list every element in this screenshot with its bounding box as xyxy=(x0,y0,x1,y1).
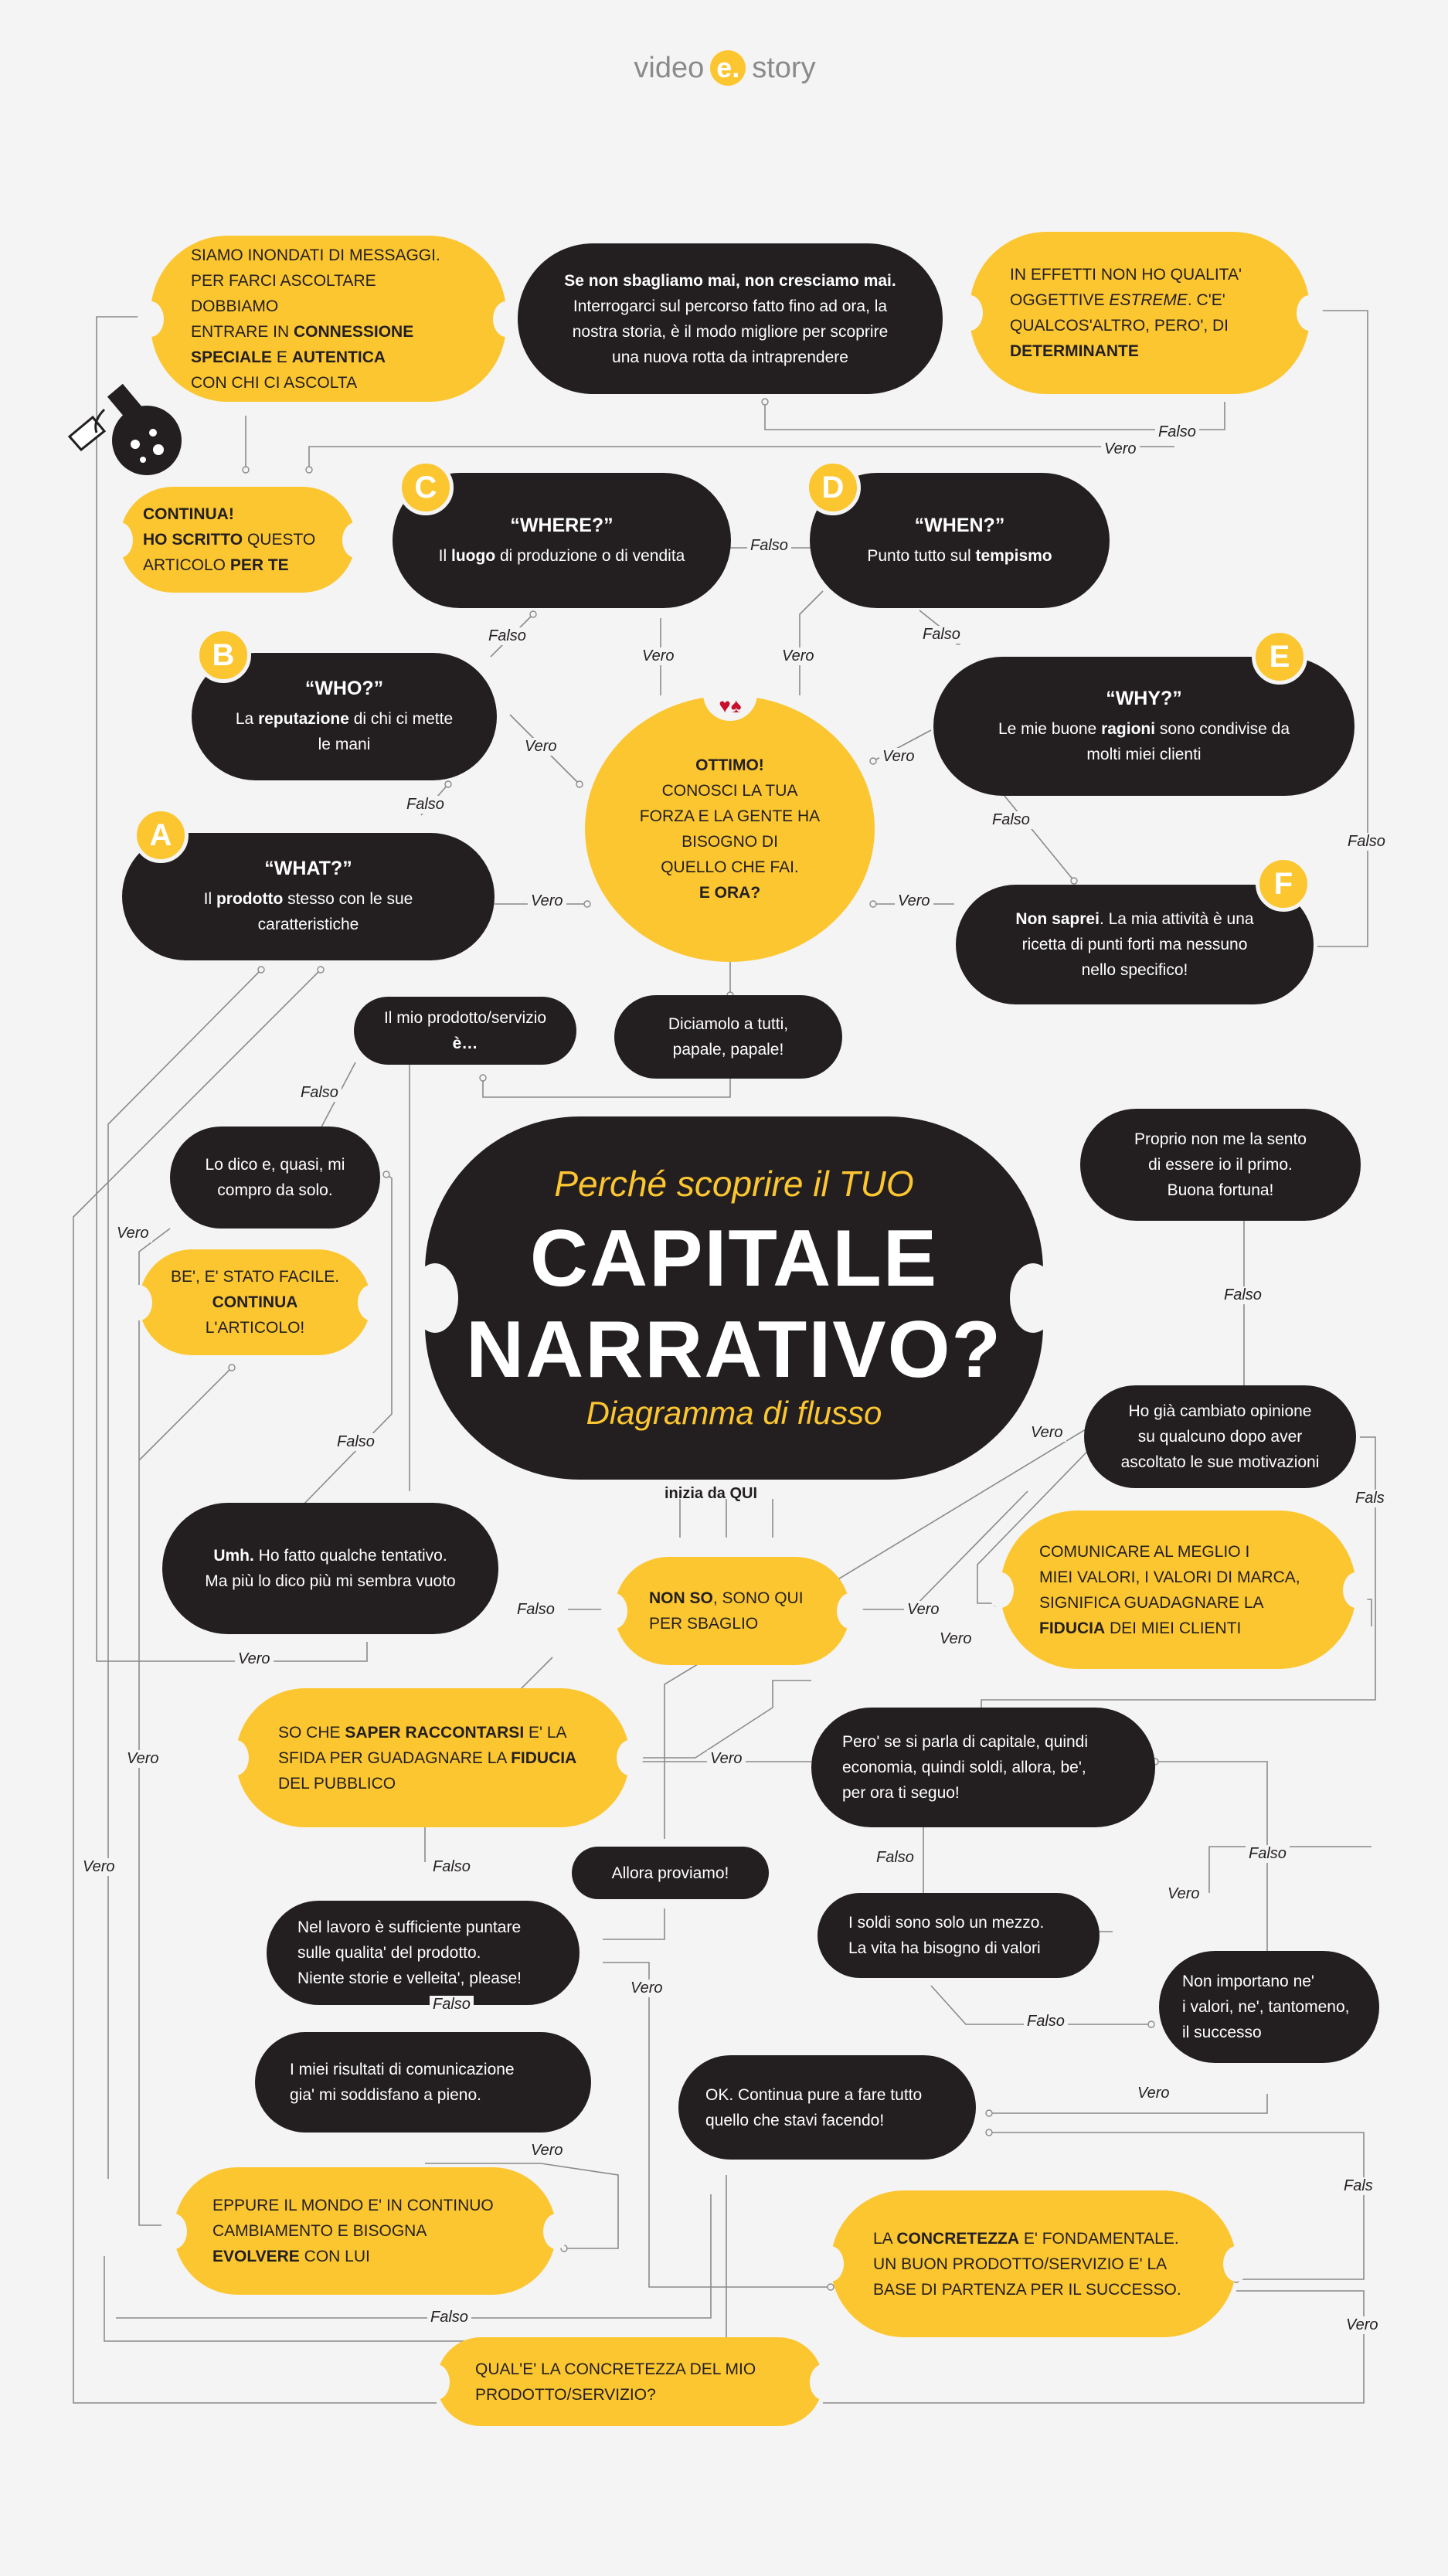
edge-label-falso: Falso xyxy=(1221,1286,1265,1304)
connector xyxy=(989,2094,1267,2113)
node-non-saprei: Non saprei. La mia attività è una ricetta di punti forti ma nessuno nello specifico! xyxy=(956,885,1314,1004)
badge-c: C xyxy=(398,460,454,515)
connector xyxy=(1004,796,1074,881)
connector xyxy=(1209,1847,1372,1893)
edge-label-fals: Fals xyxy=(1341,2177,1376,2195)
edge-label-falso: Falso xyxy=(747,537,791,555)
connector-dot xyxy=(584,901,590,907)
start-label: inizia da QUI xyxy=(665,1485,758,1502)
node-lo-dico: Lo dico e, quasi, mi compro da solo. xyxy=(170,1127,380,1229)
edge-label-vero: Vero xyxy=(936,1630,975,1648)
connector-dot xyxy=(258,967,264,973)
node-siamo-inondati: SIAMO INONDATI DI MESSAGGI. PER FARCI ASCOLTARE DOBBIAMO ENTRARE IN CONNESSIONE SPECIALE E AUTENTICA CON CHI CI ASCOLTA xyxy=(151,236,506,402)
node-eppure-il-mondo: EPPURE IL MONDO E' IN CONTINUO CAMBIAMENTO E BISOGNA EVOLVERE CON LUI xyxy=(174,2167,556,2295)
connector-dot xyxy=(383,1171,389,1178)
edge-label-vero: Vero xyxy=(707,1750,746,1768)
edge-label-vero: Vero xyxy=(235,1650,274,1668)
node-ottimo: OTTIMO! CONOSCI LA TUA FORZA E LA GENTE HA BISOGNO DI QUELLO CHE FAI. E ORA? xyxy=(585,695,875,962)
connector-dot xyxy=(576,781,583,787)
connector xyxy=(800,591,823,695)
node-so-che-saper: SO CHE SAPER RACCONTARSI E' LA SFIDA PER GUADAGNARE LA FIDUCIA DEL PUBBLICO xyxy=(236,1688,630,1827)
edge-label-fals: Fals xyxy=(1352,1490,1388,1507)
edge-label-falso: Falso xyxy=(430,1858,474,1876)
node-where: “WHERE?” Il luogo di produzione o di vendita xyxy=(393,473,731,608)
title-subtitle: Perché scoprire il TUO xyxy=(554,1164,914,1204)
node-why: “WHY?” Le mie buone ragioni sono condivise da molti miei clienti xyxy=(933,657,1355,796)
badge-a: A xyxy=(133,807,189,863)
node-allora-proviamo: Allora proviamo! xyxy=(572,1847,769,1899)
connector-dot xyxy=(986,2110,992,2116)
node-e-stato-facile: BE', E' STATO FACILE. CONTINUA L'ARTICOLO! xyxy=(139,1249,371,1355)
flask-icon xyxy=(62,363,193,479)
connector xyxy=(139,1368,232,1460)
edge-label-falso: Falso xyxy=(403,796,447,814)
edge-label-vero: Vero xyxy=(1164,1885,1203,1903)
badge-e: E xyxy=(1252,629,1307,685)
connector-dot xyxy=(1071,878,1077,884)
edge-label-vero: Vero xyxy=(904,1601,943,1619)
node-ok-continua: OK. Continua pure a fare tutto quello che stavi facendo! xyxy=(678,2055,976,2160)
edge-label-falso: Falso xyxy=(430,1996,474,2014)
edge-label-vero: Vero xyxy=(639,647,678,665)
node-in-effetti: IN EFFETTI NON HO QUALITA' OGGETTIVE ESTREME. C'E' QUALCOS'ALTRO, PERO', DI DETERMINANTE xyxy=(970,232,1310,394)
node-concretezza: LA CONCRETEZZA E' FONDAMENTALE. UN BUON PRODOTTO/SERVIZIO E' LA BASE DI PARTENZA PER IL SUCCESSO. xyxy=(831,2190,1236,2337)
connector-dot xyxy=(828,2284,834,2290)
edge-label-vero: Vero xyxy=(80,1858,118,1876)
node-miei-risultati: I miei risultati di comunicazione gia' mi soddisfano a pieno. xyxy=(255,2032,591,2133)
edge-label-falso: Falso xyxy=(1246,1845,1290,1863)
node-pero-capitale: Pero' se si parla di capitale, quindi economia, quindi soldi, allora, be', per ora ti seguo! xyxy=(811,1708,1155,1827)
logo-video: video xyxy=(634,51,705,84)
edge-label-vero: Vero xyxy=(522,738,560,756)
edge-label-falso: Falso xyxy=(873,1849,917,1867)
node-non-so[interactable]: NON SO, SONO QUI PER SBAGLIO xyxy=(614,1557,850,1665)
edge-label-falso: Falso xyxy=(1024,2013,1068,2031)
edge-label-vero: Vero xyxy=(895,892,933,910)
page-title: CAPITALE NARRATIVO? xyxy=(465,1214,1003,1395)
edge-label-falso: Falso xyxy=(427,2309,471,2326)
node-non-importano: Non importano ne' i valori, ne', tantomeno, il successo xyxy=(1159,1951,1379,2063)
edge-label-falso: Falso xyxy=(514,1601,558,1619)
edge-label-vero: Vero xyxy=(879,748,918,766)
edge-label-vero: Vero xyxy=(528,2142,566,2160)
node-continua-ho-scritto: CONTINUA! HO SCRITTO QUESTO ARTICOLO PER TE xyxy=(120,487,355,593)
edge-label-falso: Falso xyxy=(485,627,529,645)
node-se-non-sbagliamo: Se non sbagliamo mai, non cresciamo mai. Interrogarci sul percorso fatto fino ad ora, la nostra storia, è il modo migliore per scoprire una nuova rotta da intraprendere xyxy=(518,243,943,394)
connector xyxy=(1314,311,1368,946)
edge-label-falso: Falso xyxy=(1155,423,1199,441)
title-caption: Diagramma di flusso xyxy=(586,1395,882,1431)
logo-story: story xyxy=(752,51,816,84)
edge-label-vero: Vero xyxy=(1343,2316,1382,2334)
node-proprio-non: Proprio non me la sento di essere io il primo. Buona fortuna! xyxy=(1080,1109,1361,1221)
connector xyxy=(630,1681,811,1758)
edge-label-vero: Vero xyxy=(1134,2085,1173,2102)
brand-logo xyxy=(624,45,825,91)
node-who: “WHO?” La reputazione di chi ci mette le mani xyxy=(192,653,497,780)
node-comunicare: COMUNICARE AL MEGLIO I MIEI VALORI, I VALORI DI MARCA, SIGNIFICA GUADAGNARE LA FIDUCIA DEI MIEI CLIENTI xyxy=(1001,1511,1356,1669)
connector-dot xyxy=(229,1364,235,1371)
main-title-block xyxy=(425,1116,1043,1480)
badge-f: F xyxy=(1256,856,1311,912)
node-diciamolo: Diciamolo a tutti, papale, papale! xyxy=(614,995,842,1079)
edge-label-vero: Vero xyxy=(627,1980,666,1997)
connector-dot xyxy=(1148,2021,1154,2027)
logo-e-mark: e. xyxy=(710,50,746,86)
badge-b: B xyxy=(195,627,251,683)
connector xyxy=(603,1908,665,1939)
badge-d: D xyxy=(805,460,861,515)
connector-dot xyxy=(986,2129,992,2136)
node-nel-lavoro: Nel lavoro è sufficiente puntare sulle qualita' del prodotto. Niente storie e velleita', please! xyxy=(267,1901,580,2005)
node-i-soldi: I soldi sono solo un mezzo. La vita ha bisogno di valori xyxy=(817,1893,1100,1978)
node-ho-gia-cambiato: Ho già cambiato opinione su qualcuno dopo aver ascoltato le sue motivazioni xyxy=(1084,1385,1356,1488)
node-il-mio-prodotto: Il mio prodotto/servizio è… xyxy=(354,997,576,1065)
connector-dot xyxy=(870,901,876,907)
connector-dot xyxy=(762,399,768,405)
edge-label-vero: Vero xyxy=(1028,1424,1066,1442)
connector-dot xyxy=(306,467,312,473)
edge-label-falso: Falso xyxy=(1344,833,1389,851)
connector-dot xyxy=(243,467,249,473)
connector xyxy=(139,1229,178,2225)
edge-label-vero: Vero xyxy=(528,892,566,910)
edge-label-falso: Falso xyxy=(919,626,964,644)
connector xyxy=(483,1078,730,1097)
edge-label-falso: Falso xyxy=(297,1084,342,1102)
node-when: “WHEN?” Punto tutto sul tempismo xyxy=(810,473,1110,608)
node-umh: Umh. Ho fatto qualche tentativo. Ma più lo dico più mi sembra vuoto xyxy=(162,1503,498,1634)
edge-label-vero: Vero xyxy=(1101,440,1140,458)
edge-label-falso: Falso xyxy=(334,1433,378,1451)
edge-label-vero: Vero xyxy=(779,647,817,665)
playing-cards-icon: ♥♠ xyxy=(703,690,757,721)
connector-dot xyxy=(480,1075,486,1081)
edge-label-vero: Vero xyxy=(114,1225,152,1242)
edge-label-falso: Falso xyxy=(989,811,1033,829)
edge-label-vero: Vero xyxy=(124,1750,162,1768)
connector-dot xyxy=(870,758,876,764)
connector-dot xyxy=(530,611,536,617)
connector-dot xyxy=(318,967,324,973)
connector-dot xyxy=(445,781,451,787)
node-qual-e-concretezza: QUAL'E' LA CONCRETEZZA DEL MIO PRODOTTO/SERVIZIO? xyxy=(437,2337,823,2426)
node-what: “WHAT?” Il prodotto stesso con le sue caratteristiche xyxy=(122,833,495,960)
